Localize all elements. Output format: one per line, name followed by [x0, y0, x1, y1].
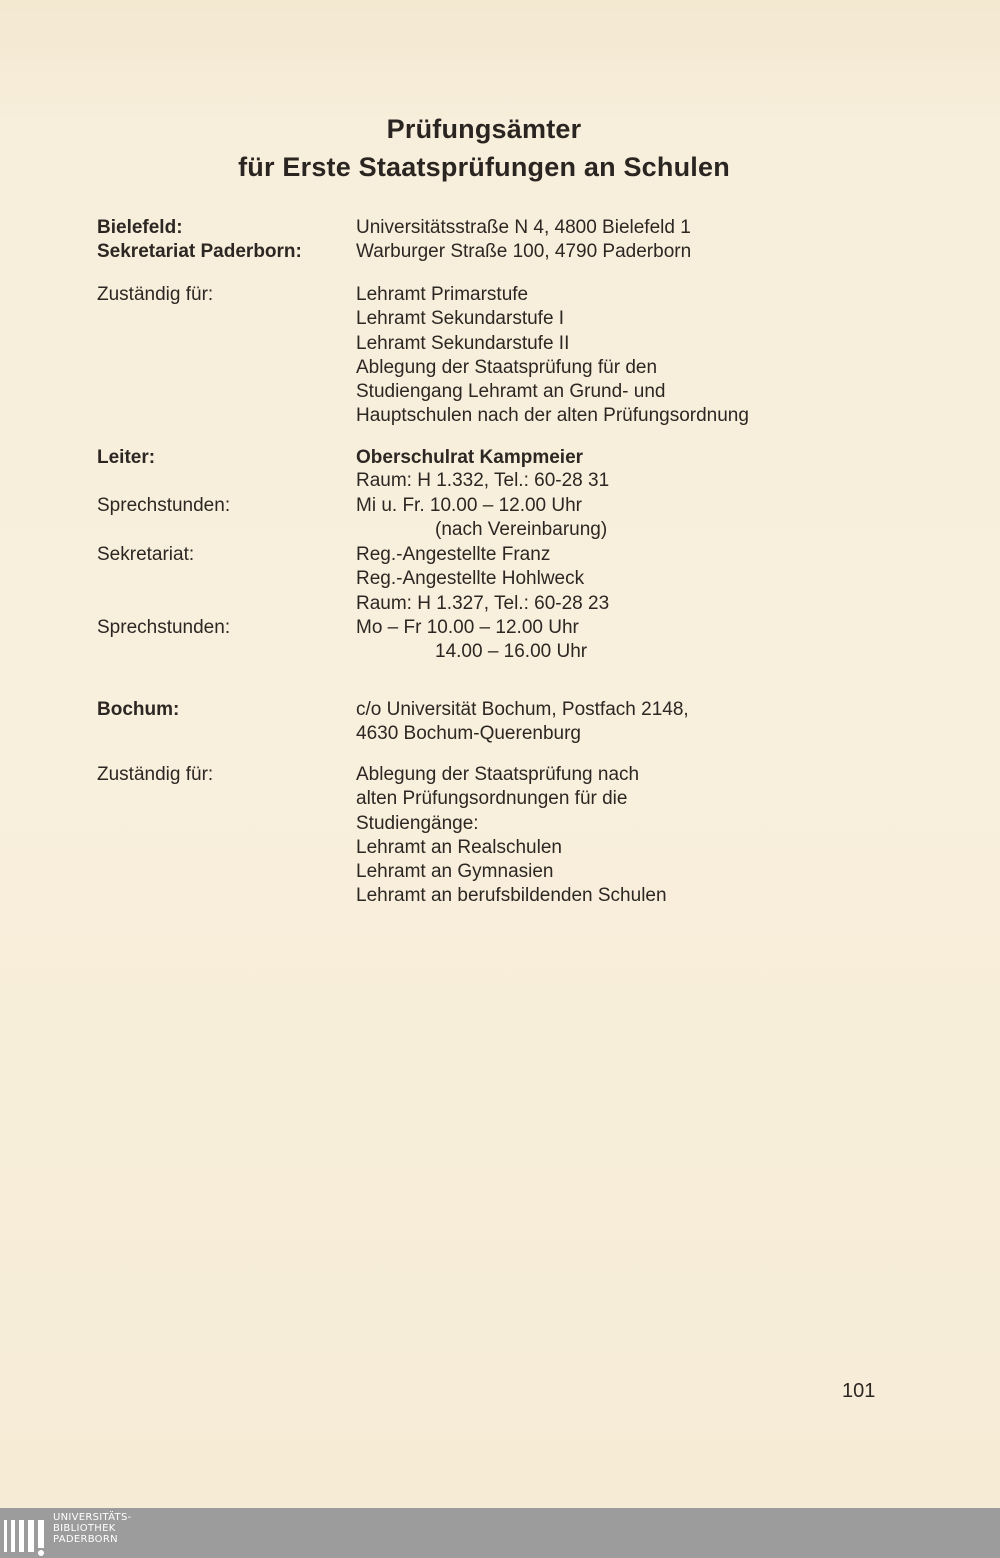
- sekretariat-paderborn-address: Warburger Straße 100, 4790 Paderborn: [356, 241, 692, 262]
- list-item: Lehramt Sekundarstufe I: [356, 308, 565, 330]
- list-item: Hauptschulen nach der alten Prüfungsordnung: [356, 405, 749, 427]
- bielefeld-label: Bielefeld:: [97, 217, 183, 238]
- leiter-raum: Raum: H 1.332, Tel.: 60-28 31: [356, 470, 610, 491]
- library-logo-text: [53, 1512, 132, 1545]
- library-logo-icon: [4, 1516, 46, 1556]
- sprechstunden-times: Mi u. Fr. 10.00 – 12.00 Uhr: [356, 495, 583, 516]
- page-number: 101: [842, 1380, 876, 1402]
- list-item: Reg.-Angestellte Franz: [356, 544, 551, 565]
- list-item: Lehramt an Realschulen: [356, 836, 562, 858]
- list-item: Raum: H 1.327, Tel.: 60-28 23: [356, 592, 610, 614]
- list-item: Ablegung der Staatsprüfung nach: [356, 764, 640, 785]
- sekretariat-label: Sekretariat:: [97, 544, 195, 565]
- zustaendig-list: [356, 283, 749, 429]
- bochum-zustaendig-list: [356, 763, 667, 909]
- list-item: Studiengang Lehramt an Grund- und: [356, 381, 666, 403]
- list-item: Ablegung der Staatsprüfung für den: [356, 356, 658, 378]
- leiter-label: Leiter:: [97, 447, 156, 468]
- bochum-zustaendig-label: Zuständig für:: [97, 764, 214, 785]
- list-item: alten Prüfungsordnungen für die: [356, 788, 628, 810]
- logo-line: UNIVERSITÄTS-: [53, 1512, 132, 1523]
- sprechstunden-sekretariat-label: Sprechstunden:: [97, 617, 231, 638]
- logo-line: PADERBORN: [53, 1534, 118, 1545]
- list-item: Studiengänge:: [356, 812, 479, 834]
- sprechstunden-note: (nach Vereinbarung): [435, 519, 608, 540]
- list-item: Reg.-Angestellte Hohlweck: [356, 568, 585, 590]
- sprechstunden-label: Sprechstunden:: [97, 495, 231, 516]
- list-item: Lehramt an Gymnasien: [356, 861, 554, 883]
- bochum-address-line2: 4630 Bochum-Querenburg: [356, 723, 581, 744]
- logo-line: BIBLIOTHEK: [53, 1523, 116, 1534]
- page-title: Prüfungsämter: [386, 114, 582, 144]
- list-item: Lehramt an berufsbildenden Schulen: [356, 885, 667, 907]
- sekretariat-list: [356, 543, 609, 616]
- sekretariat-paderborn-label: Sekretariat Paderborn:: [97, 241, 302, 262]
- bochum-label: Bochum:: [97, 699, 180, 720]
- page-subtitle: für Erste Staatsprüfungen an Schulen: [238, 152, 730, 182]
- sprechstunden-sekretariat-afternoon: 14.00 – 16.00 Uhr: [435, 641, 588, 662]
- list-item: Lehramt Sekundarstufe II: [356, 332, 570, 354]
- library-footer-bar: [0, 1508, 1000, 1558]
- bielefeld-address: Universitätsstraße N 4, 4800 Bielefeld 1: [356, 217, 691, 238]
- leiter-name: Oberschulrat Kampmeier: [356, 447, 584, 468]
- bochum-address-line1: c/o Universität Bochum, Postfach 2148,: [356, 699, 689, 720]
- sprechstunden-sekretariat-times: Mo – Fr 10.00 – 12.00 Uhr: [356, 617, 579, 638]
- zustaendig-label: Zuständig für:: [97, 284, 214, 305]
- list-item: Lehramt Primarstufe: [356, 284, 529, 305]
